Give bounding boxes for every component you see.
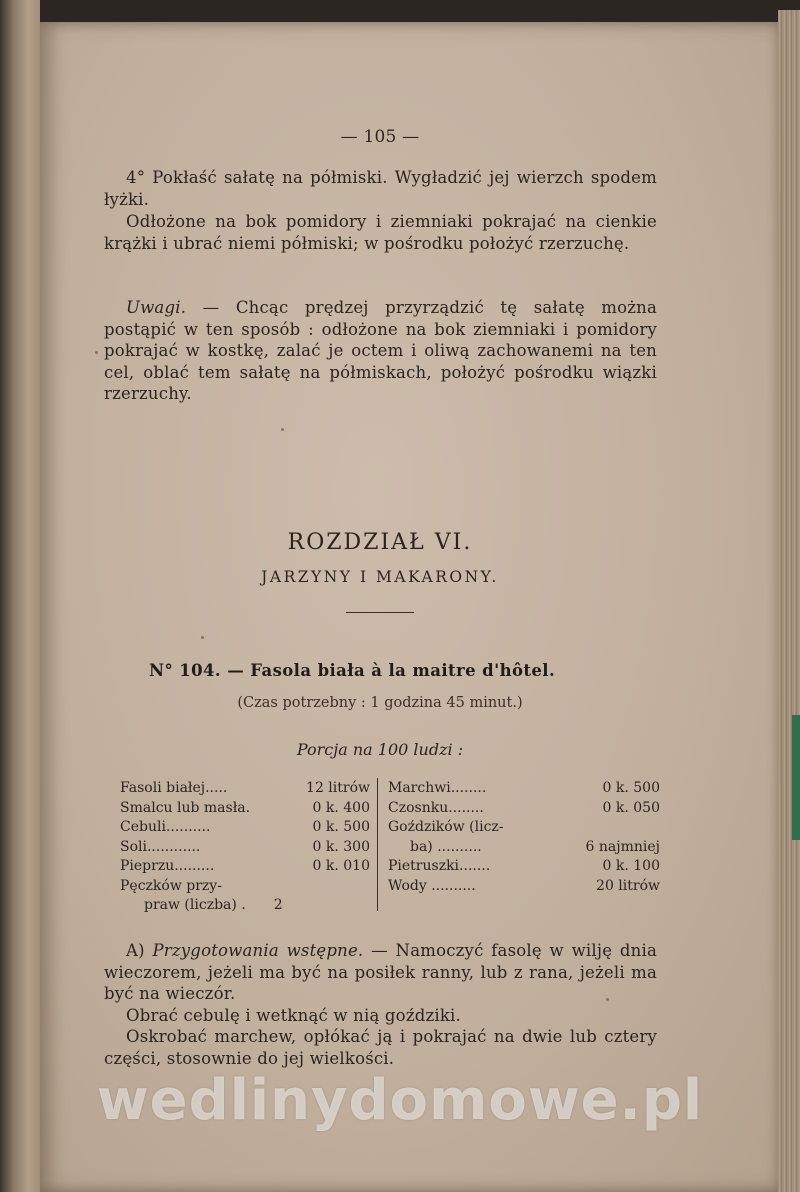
ingredient-name: praw (liczba) . <box>144 897 246 913</box>
ingredient-name: Goździków (licz- <box>388 819 504 835</box>
ingredient-qty: 0 k. 050 <box>602 799 660 816</box>
page-edges <box>778 10 800 1192</box>
ingredient-row <box>120 857 370 877</box>
chapter-divider <box>346 612 414 613</box>
ingredient-name: Pęczków przy- <box>120 877 222 894</box>
ingredient-qty: 0 k. 400 <box>312 799 370 816</box>
chapter-subtitle: JARZYNY I MAKARONY. <box>261 568 499 586</box>
recipe-title: — Fasola biała à la maitre d'hôtel. <box>227 661 556 680</box>
paragraph-garnish: Odłożone na bok pomidory i ziemniaki pokrajać na cienkie krążki i ubrać niemi półmiski; w pośrodku położyć rzerzuchę. <box>104 212 657 253</box>
section-text: — Namoczyć fasolę w wilję dnia wieczorem, jeżeli ma być na posiłek ranny, lub z rana, jeżeli ma być na wieczór. <box>104 941 657 1003</box>
ingredients-left-column <box>120 779 370 916</box>
ingredient-qty: 0 k. 300 <box>312 838 370 855</box>
ingredient-row <box>388 877 660 897</box>
chapter-title: ROZDZIAŁ VI. <box>287 530 473 555</box>
recipe-portion: Porcja na 100 ludzi : <box>296 740 464 759</box>
ingredient-qty: 12 litrów <box>306 780 370 796</box>
watermark: wedlinydomowe.pl <box>96 1068 704 1133</box>
book-spine <box>0 0 40 1192</box>
paragraph-notes <box>104 297 657 405</box>
ingredient-qty: 0 k. 500 <box>312 819 370 835</box>
ingredients-right-column <box>388 779 660 896</box>
bookmark-tab <box>792 715 800 840</box>
section-prefix: A) <box>126 941 145 960</box>
ingredient-qty: 2 <box>273 897 283 913</box>
preparation-paragraph-2: Obrać cebulę i wetknąć w nią goździki. <box>126 1005 461 1025</box>
ingredients-divider <box>377 778 378 911</box>
ingredient-qty: 0 k. 500 <box>602 780 660 796</box>
ingredient-row <box>388 857 660 877</box>
ingredient-name: Fasoli białej..... <box>120 780 228 796</box>
section-label: Przygotowania wstępne. <box>152 941 364 960</box>
paragraph-step-4: 4° Pokłaść sałatę na półmiski. Wygładzić jej wierzch spodem łyżki. <box>104 168 657 209</box>
ingredient-row <box>120 877 370 897</box>
ingredient-qty: 20 litrów <box>596 877 660 894</box>
preparation-paragraph-1 <box>104 940 657 1005</box>
page-number: — 105 — <box>340 127 420 147</box>
ingredient-name: Pietruszki....... <box>388 858 491 874</box>
ingredient-name: Marchwi........ <box>388 780 487 796</box>
ingredient-row <box>120 838 370 858</box>
ingredient-name: Wody .......... <box>388 877 476 894</box>
ingredient-row <box>388 818 660 838</box>
recipe-heading <box>149 661 619 680</box>
ingredient-row <box>388 838 660 858</box>
ingredient-name: Cebuli.......... <box>120 819 211 835</box>
preparation-paragraph-3: Oskrobać marchew, opłókać ją i pokrajać na dwie lub cztery części, stosownie do jej wielkości. <box>104 1027 657 1068</box>
notes-text: — Chcąc prędzej przyrządzić tę sałatę można postąpić w ten sposób : odłożone na bok ziemniaki i pomidory pokrajać w kostkę, zalać je octem i oliwą zachowanemi na ten cel, oblać tem sałatę na półmiskach, położyć pośrodku wiązki rzerzuchy. <box>104 298 657 403</box>
ingredient-name: Soli............ <box>120 838 201 855</box>
ingredient-name: Smalcu lub masła. <box>120 799 251 816</box>
notes-label: Uwagi. <box>126 298 187 317</box>
ingredient-row <box>120 896 370 916</box>
ingredient-row <box>120 818 370 838</box>
ingredient-row <box>120 799 370 819</box>
recipe-time: (Czas potrzebny : 1 godzina 45 minut.) <box>237 695 523 711</box>
ingredient-row <box>388 799 660 819</box>
ingredient-row <box>388 779 660 799</box>
ingredient-qty: 0 k. 010 <box>312 858 370 874</box>
ingredient-qty: 0 k. 100 <box>602 858 660 874</box>
recipe-number: N° 104. <box>149 661 222 680</box>
ingredient-name: ba) .......... <box>410 838 482 855</box>
section-preparation <box>104 940 657 1069</box>
ingredient-name: Pieprzu......... <box>120 858 215 874</box>
ingredient-qty: 6 najmniej <box>585 838 660 855</box>
ingredient-name: Czosnku........ <box>388 799 484 816</box>
ingredient-row <box>120 779 370 799</box>
